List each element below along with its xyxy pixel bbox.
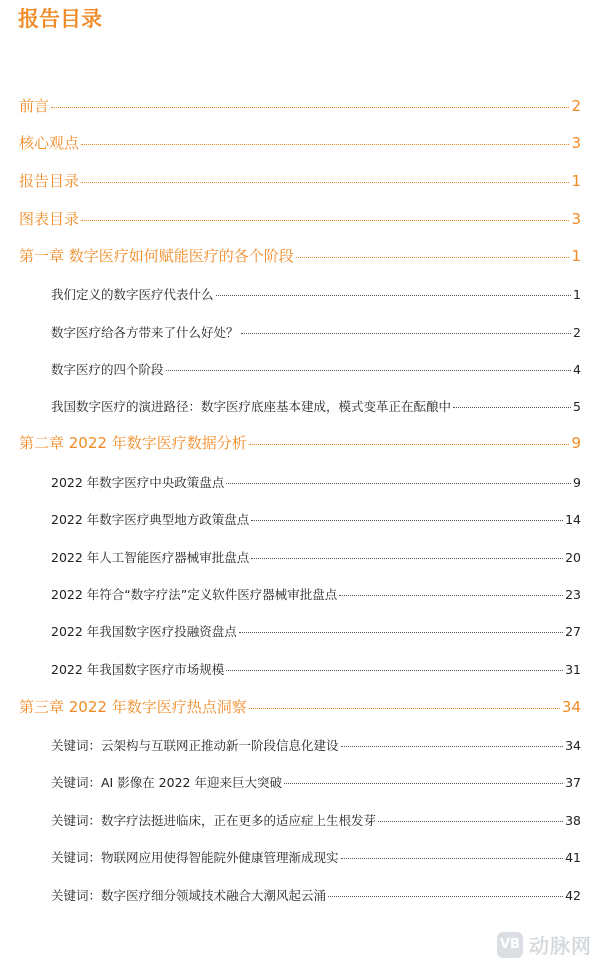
toc-entry-label: 数字医疗的四个阶段	[51, 362, 164, 377]
dot-leader	[378, 821, 563, 822]
watermark-text: 动脉网	[529, 934, 592, 958]
toc-entry-page: 4	[573, 362, 581, 377]
dot-leader	[341, 746, 564, 747]
toc-entry-page: 42	[565, 888, 581, 903]
toc-entry-label: 第二章 2022 年数字医疗数据分析	[19, 434, 247, 452]
toc-entry-page: 34	[561, 698, 581, 716]
toc-entry-label: 关键词：物联网应用使得智能院外健康管理渐成现实	[51, 850, 339, 865]
toc-entry-label: 报告目录	[19, 172, 80, 190]
toc-entry-chart-contents[interactable]	[19, 208, 581, 230]
toc-entry-section[interactable]	[51, 359, 581, 381]
toc-entry-section[interactable]	[51, 847, 581, 869]
toc-entry-page: 5	[573, 399, 581, 414]
toc-entry-page: 2	[573, 325, 581, 340]
toc-entry-label: 2022 年数字医疗中央政策盘点	[51, 475, 225, 490]
toc-entry-label: 我们定义的数字医疗代表什么	[51, 287, 214, 302]
toc-entry-chapter-2[interactable]	[19, 432, 581, 454]
dot-leader	[81, 144, 569, 145]
toc-entry-label: 关键词：数字疗法挺进临床，正在更多的适应症上生根发芽	[51, 813, 377, 828]
toc-entry-page: 27	[565, 624, 581, 639]
toc-entry-label: 关键词：数字医疗细分领域技术融合大潮风起云涌	[51, 888, 327, 903]
toc-entry-section[interactable]	[51, 396, 581, 418]
toc-entry-label: 2022 年符合“数字疗法”定义软件医疗器械审批盘点	[51, 587, 338, 602]
toc-entry-page: 34	[565, 738, 581, 753]
toc-entry-page: 9	[571, 434, 581, 452]
toc-entry-label: 2022 年我国数字医疗市场规模	[51, 662, 225, 677]
dot-leader	[81, 182, 569, 183]
dot-leader	[296, 257, 570, 258]
toc-entry-chapter-1[interactable]	[19, 245, 581, 267]
toc-entry-section[interactable]	[51, 659, 581, 681]
toc-entry-page: 38	[565, 813, 581, 828]
toc-entry-section[interactable]	[51, 621, 581, 643]
toc-entry-page: 3	[571, 134, 581, 152]
toc-entry-section[interactable]	[51, 322, 581, 344]
toc-entry-section[interactable]	[51, 284, 581, 306]
toc-entry-page: 2	[571, 97, 581, 115]
dot-leader	[81, 220, 569, 221]
toc-entry-page: 31	[565, 662, 581, 677]
toc-entry-page: 1	[573, 287, 581, 302]
toc-entry-page: 41	[565, 850, 581, 865]
dot-leader	[249, 708, 560, 709]
dot-leader	[166, 370, 572, 371]
dot-leader	[241, 333, 572, 334]
dot-leader	[226, 483, 571, 484]
toc-entry-page: 20	[565, 550, 581, 565]
toc-entry-label: 图表目录	[19, 210, 80, 228]
toc-entry-label: 核心观点	[19, 134, 80, 152]
dot-leader	[341, 858, 564, 859]
toc-entry-section[interactable]	[51, 772, 581, 794]
toc-entry-section[interactable]	[51, 472, 581, 494]
toc-entry-page: 14	[565, 512, 581, 527]
toc-entry-page: 23	[565, 587, 581, 602]
page-title: 报告目录	[18, 7, 102, 31]
toc-entry-section[interactable]	[51, 584, 581, 606]
toc-entry-label: 第一章 数字医疗如何赋能医疗的各个阶段	[19, 247, 294, 265]
dot-leader	[453, 407, 571, 408]
dot-leader	[339, 595, 563, 596]
dot-leader	[249, 444, 570, 445]
toc-entry-page: 1	[571, 247, 581, 265]
toc-entry-page: 3	[571, 210, 581, 228]
dot-leader	[226, 670, 563, 671]
toc-entry-page: 1	[571, 172, 581, 190]
toc-entry-label: 2022 年数字医疗典型地方政策盘点	[51, 512, 250, 527]
toc-entry-section[interactable]	[51, 810, 581, 832]
toc-entry-page: 9	[573, 475, 581, 490]
toc-entry-section[interactable]	[51, 735, 581, 757]
toc-entry-chapter-3[interactable]	[19, 696, 581, 718]
toc-entry-label: 关键词：AI 影像在 2022 年迎来巨大突破	[51, 775, 282, 790]
toc-entry-report-contents[interactable]	[19, 170, 581, 192]
toc-entry-label: 数字医疗给各方带来了什么好处？	[51, 325, 239, 340]
dot-leader	[251, 558, 563, 559]
dot-leader	[239, 632, 563, 633]
dot-leader	[51, 107, 569, 108]
dot-leader	[216, 295, 572, 296]
toc-entry-key-points[interactable]	[19, 132, 581, 154]
toc-entry-label: 关键词：云架构与互联网正推动新一阶段信息化建设	[51, 738, 339, 753]
toc-entry-page: 37	[565, 775, 581, 790]
dot-leader	[251, 520, 563, 521]
toc-entry-label: 第三章 2022 年数字医疗热点洞察	[19, 698, 247, 716]
dongmai-logo-icon: VB	[497, 932, 523, 958]
dot-leader	[284, 783, 563, 784]
toc-entry-section[interactable]	[51, 509, 581, 531]
toc-entry-section[interactable]	[51, 885, 581, 907]
toc-entry-section[interactable]	[51, 547, 581, 569]
watermark	[497, 930, 592, 959]
toc-entry-label: 前言	[19, 97, 50, 115]
toc-entry-label: 2022 年人工智能医疗器械审批盘点	[51, 550, 250, 565]
dot-leader	[328, 896, 563, 897]
toc-entry-label: 我国数字医疗的演进路径：数字医疗底座基本建成，模式变革正在酝酿中	[51, 399, 452, 414]
toc-entry-preface[interactable]	[19, 95, 581, 117]
toc-entry-label: 2022 年我国数字医疗投融资盘点	[51, 624, 237, 639]
